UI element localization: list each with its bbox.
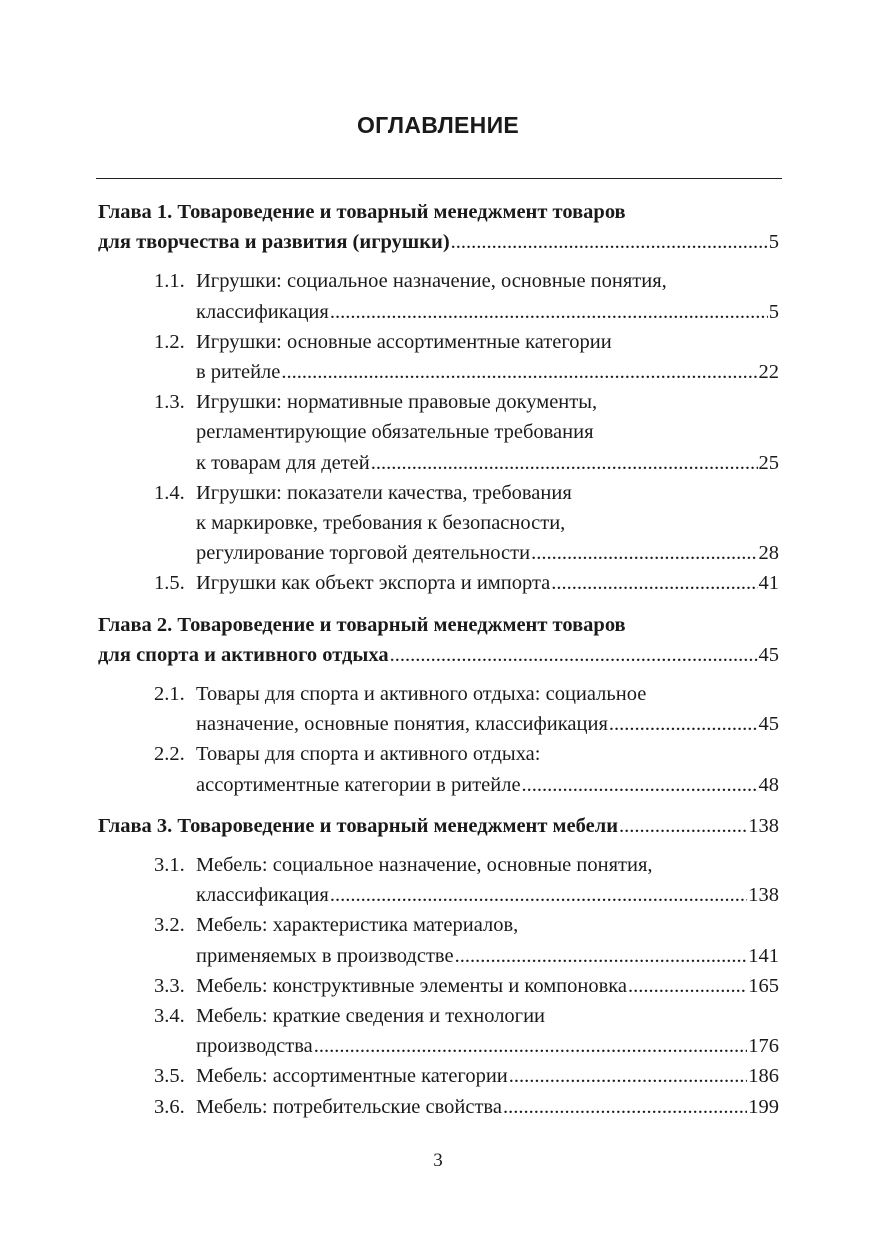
section-number: 1.2. (154, 330, 185, 353)
section-entry (98, 910, 779, 970)
entry-last-line (196, 568, 779, 598)
entry-last-line (196, 880, 779, 910)
spacer (98, 599, 779, 610)
dot-leader (503, 1092, 747, 1122)
entry-page-number: 45 (758, 643, 779, 666)
spacer (98, 841, 779, 850)
dot-leader (451, 227, 768, 257)
section-row (154, 850, 779, 910)
section-entry (98, 327, 779, 387)
entry-page-number: 25 (758, 451, 779, 474)
section-number: 1.1. (154, 270, 185, 293)
chapter-entry (98, 811, 779, 841)
section-entry (98, 679, 779, 739)
section-number: 3.1. (154, 854, 185, 877)
section-body (196, 910, 779, 970)
dot-leader (455, 941, 748, 971)
entry-text-line: Товары для спорта и активного отдыха: социальное (196, 683, 647, 706)
entry-page-number: 5 (768, 300, 779, 323)
entry-page-number: 48 (758, 773, 779, 796)
entry-last-line (98, 640, 779, 670)
entry-page-number: 199 (748, 1095, 779, 1118)
entry-text-line: Мебель: ассортиментные категории (196, 1065, 508, 1088)
section-row (154, 910, 779, 970)
entry-page-number: 5 (768, 231, 779, 254)
section-row (154, 266, 779, 326)
entry-last-line (196, 297, 779, 327)
spacer (98, 670, 779, 679)
section-entry (98, 739, 779, 799)
section-number: 2.1. (154, 683, 185, 706)
entry-text-line: Игрушки: показатели качества, требования (196, 481, 572, 504)
section-body (196, 1001, 779, 1061)
section-body (196, 327, 779, 387)
entry-page-number: 28 (758, 542, 779, 565)
section-number: 3.5. (154, 1065, 185, 1088)
section-body (196, 568, 779, 598)
dot-leader (281, 357, 757, 387)
entry-text-line: Мебель: краткие сведения и технологии (196, 1005, 546, 1028)
entry-last-line (98, 811, 779, 841)
section-number: 1.4. (154, 481, 185, 504)
entry-text-line: Глава 2. Товароведение и товарный менеджмент товаров (98, 613, 626, 636)
section-row (154, 971, 779, 1001)
section-number: 3.6. (154, 1095, 185, 1118)
dot-leader (371, 448, 758, 478)
section-body (196, 739, 779, 799)
section-body (196, 387, 779, 478)
section-entry (98, 568, 779, 598)
entry-text-line: Мебель: социальное назначение, основные понятия, (196, 854, 653, 877)
section-row (154, 679, 779, 739)
section-row (154, 1061, 779, 1091)
dot-leader (314, 1031, 748, 1061)
entry-page-number: 45 (758, 713, 779, 736)
section-entry (98, 387, 779, 478)
entry-last-line (196, 971, 779, 1001)
section-body (196, 850, 779, 910)
section-body (196, 971, 779, 1001)
dot-leader (609, 709, 758, 739)
section-row (154, 327, 779, 387)
entry-last-line (196, 770, 779, 800)
section-number: 1.5. (154, 572, 185, 595)
entry-text-line: Игрушки: социальное назначение, основные понятия, (196, 270, 667, 293)
page-number: 3 (433, 1150, 443, 1171)
entry-text-line: в ритейле (196, 361, 281, 384)
entry-page-number: 138 (748, 884, 779, 907)
spacer (98, 257, 779, 266)
section-number: 3.2. (154, 914, 185, 937)
chapter-entry (98, 610, 779, 670)
entry-last-line (196, 709, 779, 739)
section-entry (98, 1061, 779, 1091)
entry-page-number: 186 (748, 1065, 779, 1088)
section-body (196, 478, 779, 569)
dot-leader (330, 297, 768, 327)
entry-page-number: 41 (758, 572, 779, 595)
entry-page-number: 165 (748, 974, 779, 997)
entry-text-line: к товарам для детей (196, 451, 370, 474)
dot-leader (628, 971, 747, 1001)
entry-text-line: для спорта и активного отдыха (98, 643, 389, 666)
entry-last-line (98, 227, 779, 257)
section-entry (98, 1001, 779, 1061)
entry-last-line (196, 357, 779, 387)
section-entry (98, 478, 779, 569)
entry-text-line: регламентирующие обязательные требования (196, 421, 594, 444)
section-number: 1.3. (154, 391, 185, 414)
section-number: 3.4. (154, 1005, 185, 1028)
section-row (154, 739, 779, 799)
entry-page-number: 141 (748, 944, 779, 967)
dot-leader (509, 1061, 747, 1091)
dot-leader (551, 568, 757, 598)
entry-text-line: Глава 3. Товароведение и товарный менеджмент мебели (98, 814, 619, 837)
section-row (154, 1001, 779, 1061)
entry-last-line (196, 1092, 779, 1122)
dot-leader (531, 538, 757, 568)
entry-text-line: Глава 1. Товароведение и товарный менеджмент товаров (98, 201, 626, 223)
entry-text-line: Игрушки как объект экспорта и импорта (196, 572, 551, 595)
entry-text-line: Игрушки: нормативные правовые документы, (196, 391, 598, 414)
entry-text-line: Мебель: характеристика материалов, (196, 914, 519, 937)
section-row (154, 387, 779, 478)
table-of-contents (98, 197, 779, 1122)
entry-text-line: для творчества и развития (игрушки) (98, 231, 450, 254)
dot-leader (390, 640, 758, 670)
entry-text-line: регулирование торговой деятельности (196, 542, 531, 565)
section-number: 2.2. (154, 743, 185, 766)
entry-text-line: Товары для спорта и активного отдыха: (196, 743, 541, 766)
entry-text-line: ассортиментные категории в ритейле (196, 773, 521, 796)
page-title: ОГЛАВЛЕНИЕ (356, 112, 520, 138)
title-divider (96, 178, 782, 179)
entry-last-line (196, 1031, 779, 1061)
entry-text-line: Мебель: конструктивные элементы и компоновка (196, 974, 628, 997)
section-body (196, 1061, 779, 1091)
chapter-entry (98, 197, 779, 257)
dot-leader (330, 880, 747, 910)
entry-text-line: Игрушки: основные ассортиментные категории (196, 330, 612, 353)
dot-leader (619, 811, 747, 841)
entry-page-number: 176 (748, 1035, 779, 1058)
section-body (196, 1092, 779, 1122)
entry-text-line: классификация (196, 884, 329, 907)
section-row (154, 478, 779, 569)
entry-last-line (196, 941, 779, 971)
section-entry (98, 971, 779, 1001)
section-number: 3.3. (154, 974, 185, 997)
section-entry (98, 850, 779, 910)
entry-text-line: назначение, основные понятия, классификация (196, 713, 608, 736)
entry-text-line: Мебель: потребительские свойства (196, 1095, 502, 1118)
section-entry (98, 266, 779, 326)
section-body (196, 679, 779, 739)
section-row (154, 1092, 779, 1122)
dot-leader (522, 770, 758, 800)
entry-page-number: 138 (748, 814, 779, 837)
entry-last-line (196, 1061, 779, 1091)
entry-page-number: 22 (758, 361, 779, 384)
entry-last-line (196, 448, 779, 478)
spacer (98, 800, 779, 811)
entry-text-line: к маркировке, требования к безопасности, (196, 512, 566, 535)
entry-text-line: применяемых в производстве (196, 944, 454, 967)
entry-text-line: производства (196, 1035, 313, 1058)
entry-last-line (196, 538, 779, 568)
section-entry (98, 1092, 779, 1122)
section-body (196, 266, 779, 326)
entry-text-line: классификация (196, 300, 329, 323)
section-row (154, 568, 779, 598)
